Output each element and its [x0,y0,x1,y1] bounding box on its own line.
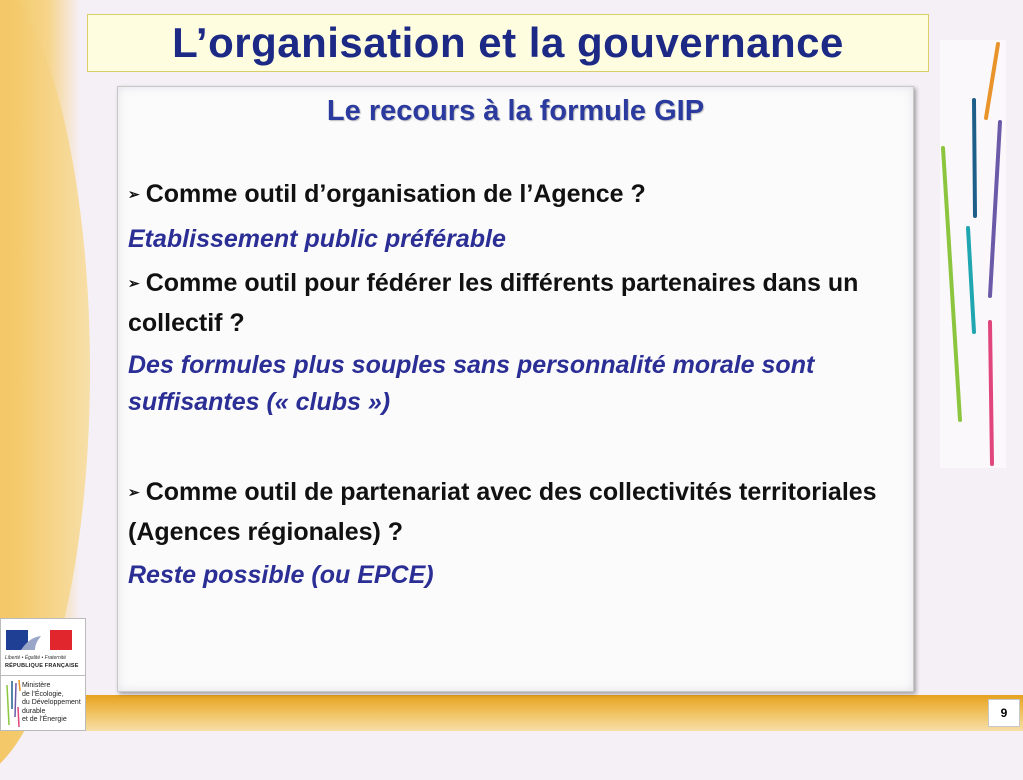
title-box [87,14,929,72]
ministry-stripes-icon [3,679,23,729]
bullet-1-question [128,176,908,216]
content-panel [117,86,914,692]
republique-name: RÉPUBLIQUE FRANÇAISE [5,663,79,669]
bullet-2-question [128,265,908,342]
decorative-stripes [940,40,1006,468]
marianne-flag-icon [1,619,87,655]
republique-francaise-logo [0,618,86,676]
bullet-3-question [128,474,908,551]
ministry-line: du Développement [22,699,81,706]
bullet-2-answer: Des formules plus souples sans personnalité morale sont suffisantes (« clubs ») [128,351,815,416]
arrow-bullet-icon: ➢ [128,186,140,202]
ministry-line: de l’Écologie, [22,690,64,698]
slide-title: L’organisation et la gouvernance [172,19,844,66]
republique-motto: Liberté • Égalité • Fraternité [5,655,67,661]
question-text: Comme outil pour fédérer les différents partenaires dans un collectif ? [128,269,859,337]
ministry-name [22,682,81,725]
arrow-bullet-icon: ➢ [128,484,140,500]
ministry-line: et de l’Énergie [22,716,67,723]
page-number: 9 [988,699,1020,727]
question-text: Comme outil d’organisation de l’Agence ? [145,180,646,208]
bullet-3-answer: Reste possible (ou EPCE) [128,561,434,589]
ministry-line: Ministère [22,682,51,689]
bullet-1-answer: Etablissement public préférable [128,225,506,253]
arrow-bullet-icon: ➢ [128,275,140,291]
ministry-logo [0,676,86,731]
ministry-line: durable [22,707,46,715]
bottom-decorative-bar [86,695,1023,731]
question-text: Comme outil de partenariat avec des collectivités territoriales (Agences régionales) ? [128,478,877,546]
slide-subtitle: Le recours à la formule GIP [326,95,705,127]
